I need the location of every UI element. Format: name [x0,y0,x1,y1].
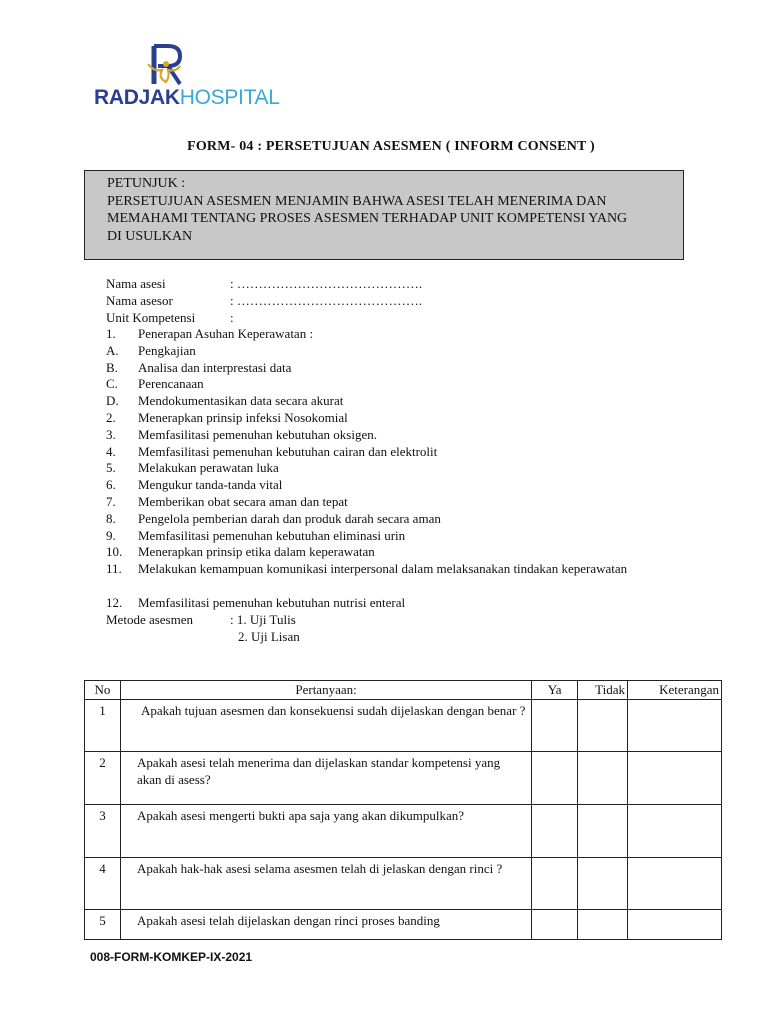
header-yes: Ya [532,681,578,700]
list-text: Memfasilitasi pemenuhan kebutuhan oksigen. [138,426,378,442]
row-number: 5 [85,910,121,940]
no-answer-cell[interactable] [578,910,628,940]
list-text: Pengkajian [138,342,196,358]
list-text: Melakukan kemampuan komunikasi interpersonal dalam melaksanakan tindakan keperawatan [138,561,628,577]
method-option: : 1. Uji Tulis [230,612,296,627]
list-marker: 3. [106,426,116,442]
row-question: Apakah asesi telah menerima dan dijelaskan standar kompetensi yang akan di asess? [136,755,501,787]
header-question: Pertanyaan: [120,681,531,700]
notes-cell[interactable] [628,858,722,910]
table-row [85,752,722,805]
list-text: Menerapkan prinsip infeksi Nosokomial [138,409,348,425]
header-no: No [85,681,121,700]
field-value[interactable]: : ……………………………………. [230,292,423,308]
list-marker: 12. [106,594,123,610]
field-value[interactable]: : ……………………………………. [230,276,423,291]
instructions-line: DI USULKAN [107,228,193,244]
list-marker: 7. [106,493,116,509]
list-text: Pengelola pemberian darah dan produk darah secara aman [138,510,441,526]
instructions-line: PERSETUJUAN ASESMEN MENJAMIN BAHWA ASESI TELAH MENERIMA DAN [107,193,607,209]
notes-cell[interactable] [628,910,722,940]
list-text: Memfasilitasi pemenuhan kebutuhan cairan dan elektrolit [138,443,438,459]
list-marker: 2. [106,409,116,425]
yes-cell[interactable] [532,858,578,910]
table-row [85,805,722,858]
notes-cell[interactable] [628,700,722,752]
list-text: Mendokumentasikan data secara akurat [138,393,344,409]
notes-cell[interactable] [628,752,722,805]
field-label: Nama asesor [106,292,173,308]
hospital-logo [94,42,280,112]
list-marker: 1. [106,326,116,341]
no-answer-cell[interactable] [578,700,628,752]
header-notes: Keterangan [628,681,722,700]
instructions-box [84,170,684,260]
method-option: 2. Uji Lisan [238,628,300,644]
row-number: 2 [85,752,121,805]
list-marker: 10. [106,544,123,560]
brand-part-2: HOSPITAL [179,86,280,109]
hospital-monogram-icon [146,42,190,88]
method-label: Metode asesmen [106,612,194,627]
field-label: Unit Kompetensi [106,309,196,325]
table-header-row [85,681,722,700]
header-no-answer: Tidak [578,681,628,700]
list-marker: 5. [106,460,116,476]
list-text: Mengukur tanda-tanda vital [138,477,283,493]
no-answer-cell[interactable] [578,752,628,805]
no-answer-cell[interactable] [578,805,628,858]
instructions-line: MEMAHAMI TENTANG PROSES ASESMEN TERHADAP UNIT KOMPETENSI YANG [107,211,628,226]
list-text: Menerapkan prinsip etika dalam keperawatan [138,544,375,560]
field-label: Nama asesi [106,276,166,291]
hospital-name [94,86,280,110]
list-text: Analisa dan interprestasi data [138,359,292,375]
yes-cell[interactable] [532,752,578,805]
document-code: 008-FORM-KOMKEP-IX-2021 [90,950,253,964]
list-text: Memberikan obat secara aman dan tepat [138,493,348,509]
list-marker: D. [106,393,119,409]
list-marker: B. [106,359,118,375]
list-text: Perencanaan [138,376,204,392]
no-answer-cell[interactable] [578,858,628,910]
instructions-heading: PETUNJUK : [107,176,186,191]
table-row [85,858,722,910]
list-marker: C. [106,376,118,392]
list-marker: 11. [106,561,122,577]
brand-part-1: RADJAK [94,86,180,109]
form-title: FORM- 04 : PERSETUJUAN ASESMEN ( INFORM CONSENT ) [187,139,595,154]
list-text: Memfasilitasi pemenuhan kebutuhan nutrisi enteral [138,594,406,610]
list-marker: 9. [106,527,116,543]
yes-cell[interactable] [532,910,578,940]
row-question: Apakah hak-hak asesi selama asesmen telah di jelaskan dengan rinci ? [136,861,503,876]
list-marker: 8. [106,510,116,526]
list-marker: 4. [106,443,116,459]
consent-questions-table [84,680,722,940]
row-number: 4 [85,858,121,910]
row-number: 1 [85,700,121,752]
list-marker: A. [106,342,119,358]
notes-cell[interactable] [628,805,722,858]
table-row [85,700,722,752]
yes-cell[interactable] [532,700,578,752]
row-number: 3 [85,805,121,858]
field-value: : [230,309,234,325]
list-text: Memfasilitasi pemenuhan kebutuhan eliminasi urin [138,527,406,543]
yes-cell[interactable] [532,805,578,858]
row-question: Apakah asesi mengerti bukti apa saja yang akan dikumpulkan? [136,808,465,823]
row-question: Apakah tujuan asesmen dan konsekuensi sudah dijelaskan dengan benar ? [140,703,526,718]
list-text: Melakukan perawatan luka [138,460,279,476]
list-text: Penerapan Asuhan Keperawatan : [138,326,314,341]
row-question: Apakah asesi telah dijelaskan dengan rinci proses banding [136,913,440,928]
list-marker: 6. [106,477,116,493]
table-row [85,910,722,940]
